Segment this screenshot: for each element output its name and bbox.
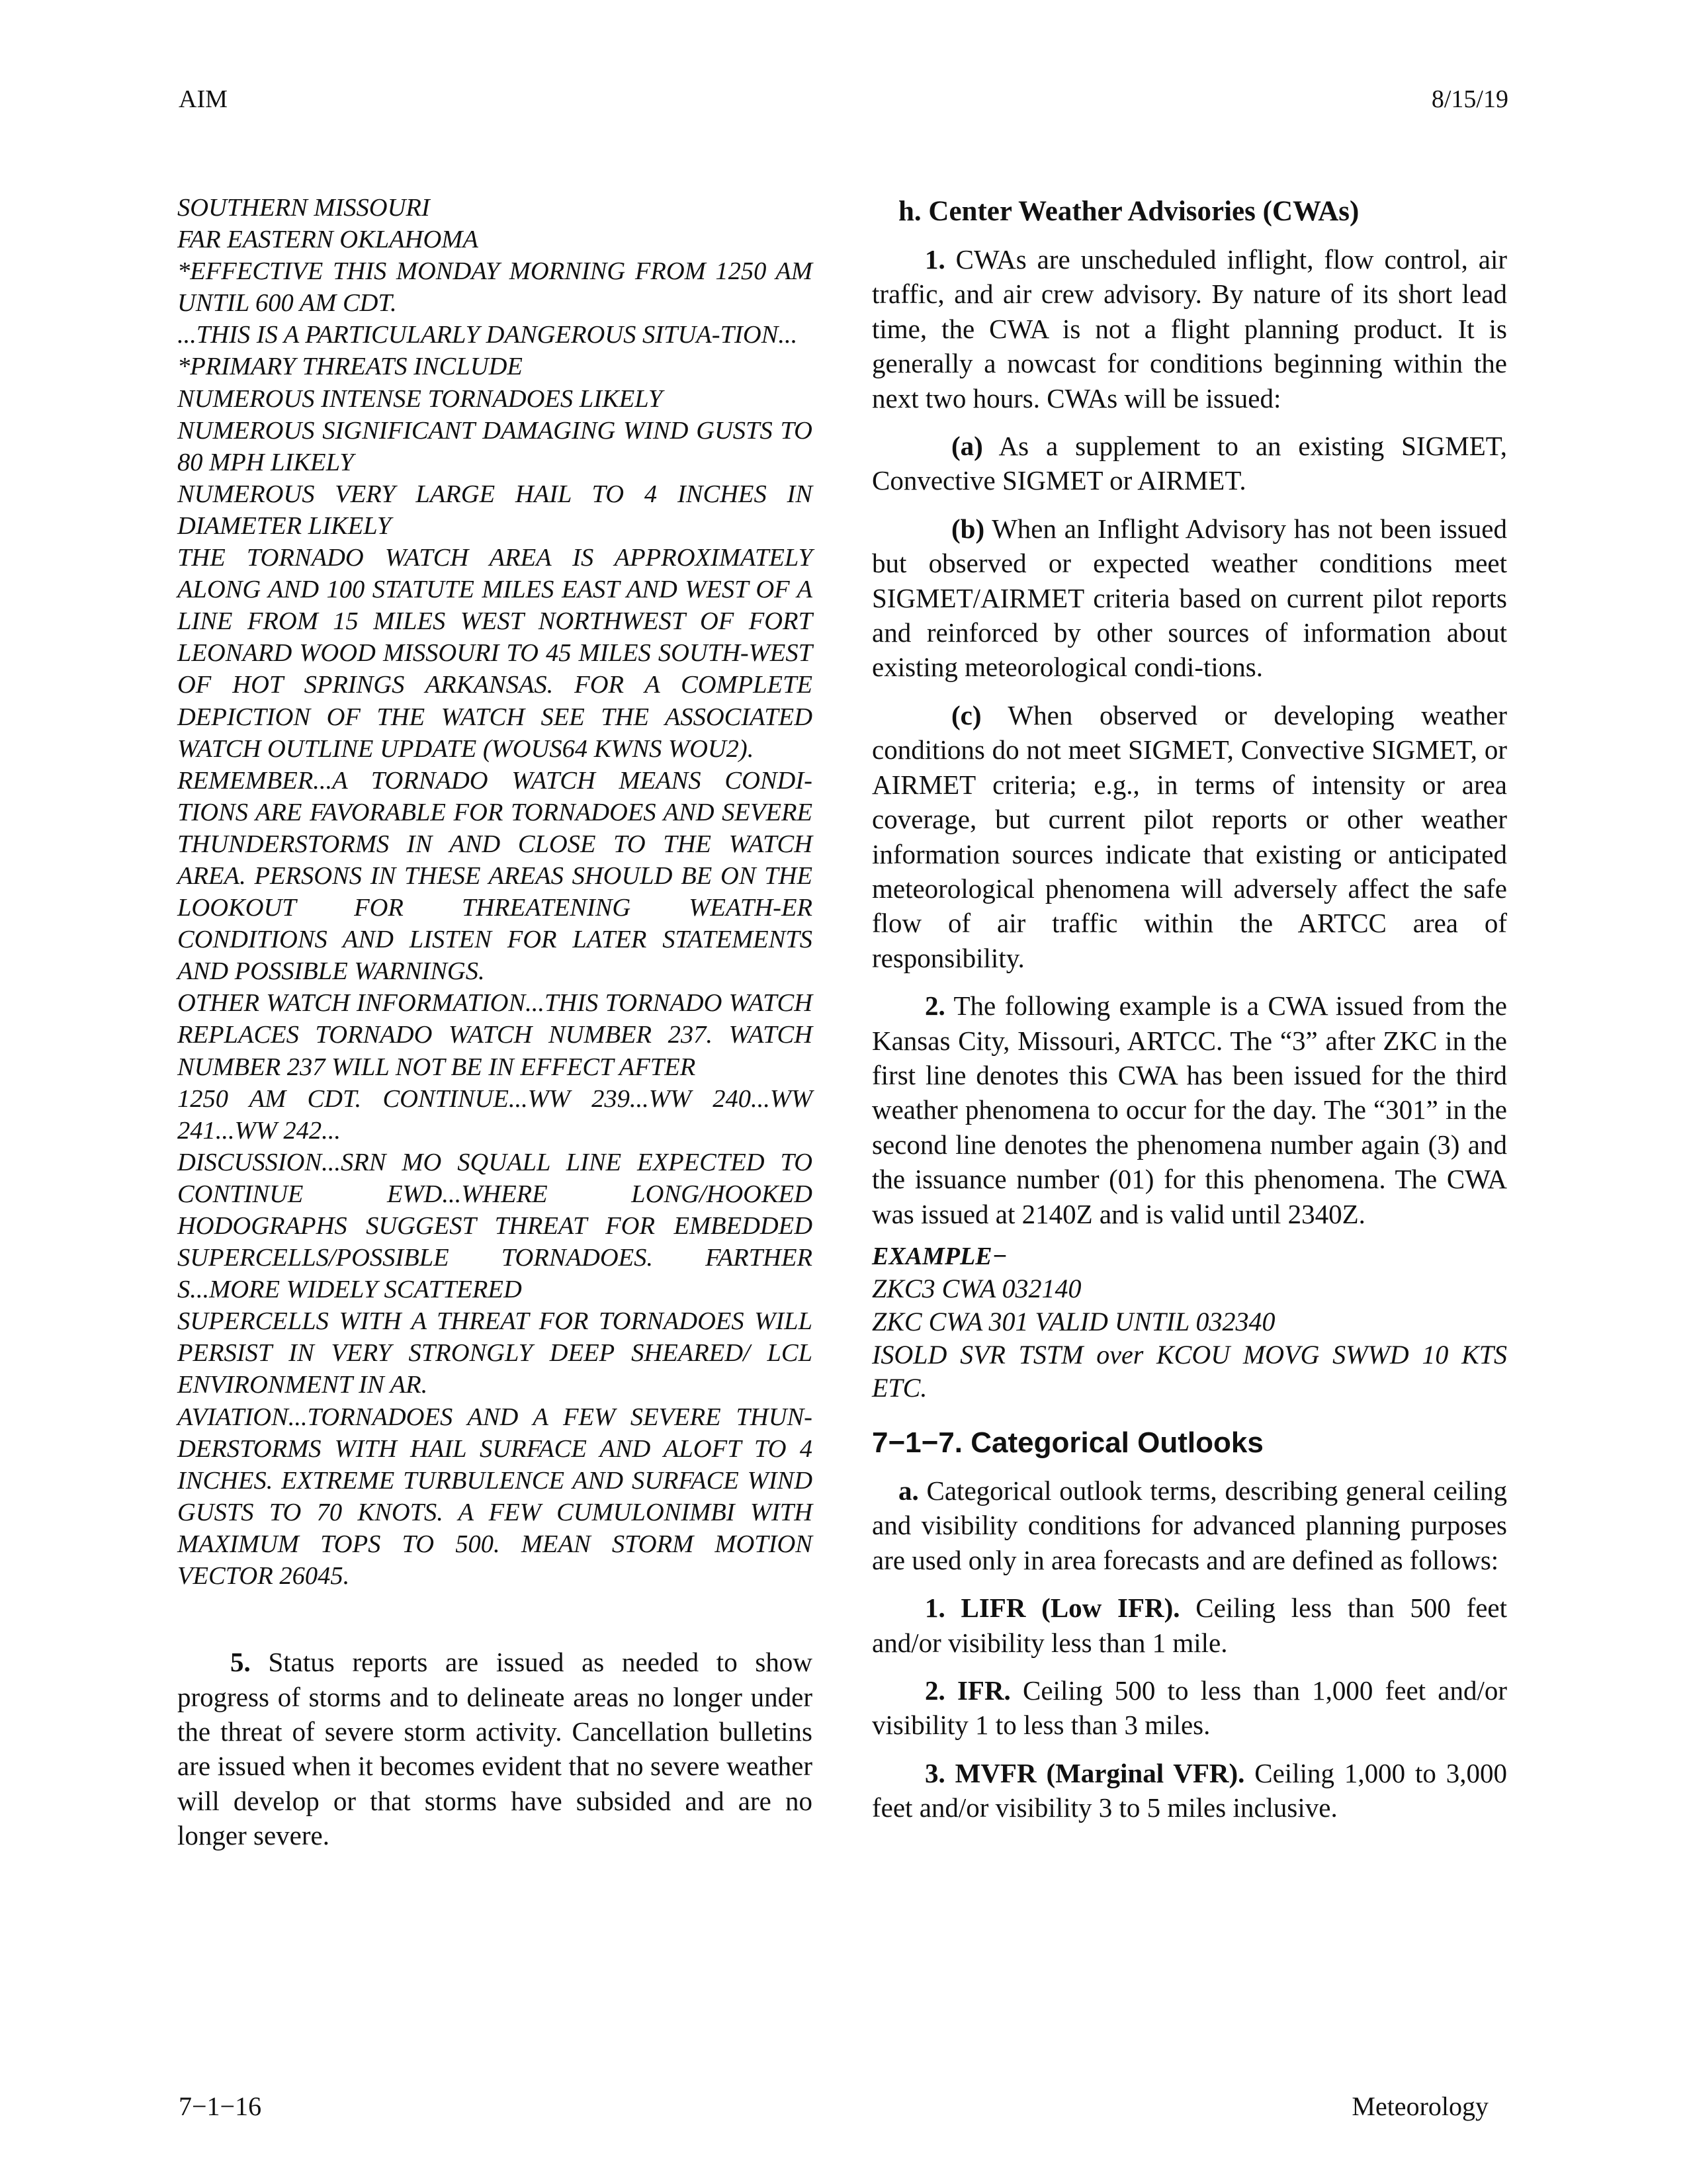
example-line: ZKC3 CWA 032140 — [872, 1273, 1082, 1303]
right-column — [872, 192, 1507, 1825]
example-line: ISOLD SVR TSTM over KCOU MOVG SWWD 10 KTS ETC. — [872, 1339, 1507, 1403]
bulletin-line: SOUTHERN MISSOURI — [177, 194, 430, 222]
bulletin-line: *EFFECTIVE THIS MONDAY MORNING FROM 1250 AM UNTIL 600 AM CDT. — [177, 257, 812, 318]
paragraph-mvfr — [872, 1756, 1507, 1825]
left-column — [177, 192, 812, 1853]
paragraph-categorical-a — [872, 1473, 1507, 1577]
paragraph-number: 3. MVFR (Marginal VFR). — [925, 1757, 1245, 1788]
paragraph-5 — [177, 1645, 812, 1853]
tornado-watch-bulletin — [177, 192, 812, 1592]
bulletin-line: REMEMBER...A TORNADO WATCH MEANS CONDI-TIONS ARE FAVORABLE FOR TORNADOES AND SEVERE THUNDERSTORMS IN AND CLOSE TO THE WATCH AREA. PERSONS IN THESE AREAS SHOULD BE ON THE LOOKOUT FOR THREATENING WEATH-ER CONDITIONS AND LISTEN FOR LATER STATEMENTS AND POSSIBLE WARNINGS. — [177, 766, 812, 986]
bulletin-line: NUMEROUS VERY LARGE HAIL TO 4 INCHES IN DIAMETER LIKELY — [177, 480, 812, 540]
bulletin-line: DISCUSSION...SRN MO SQUALL LINE EXPECTED TO CONTINUE EWD...WHERE LONG/HOOKED HODOGRAPHS SUGGEST THREAT FOR EMBEDDED SUPERCELLS/POSSIBLE TORNADOES. FARTHER S...MORE WIDELY SCATTERED — [177, 1148, 812, 1304]
paragraph-cwa-1 — [872, 242, 1507, 415]
paragraph-text: Ceiling 500 to less than 1,000 feet and/or visibility 1 to less than 3 miles. — [872, 1675, 1507, 1741]
paragraph-number: 1. — [925, 244, 945, 275]
bulletin-line: NUMEROUS INTENSE TORNADOES LIKELY — [177, 384, 663, 413]
bulletin-line: AVIATION...TORNADOES AND A FEW SEVERE THUN-DERSTORMS WITH HAIL SURFACE AND ALOFT TO 4 INCHES. EXTREME TURBULENCE AND SURFACE WIND GUSTS TO 70 KNOTS. A FEW CUMULONIMBI WITH MAXIMUM TOPS TO 500. MEAN STORM MOTION VECTOR 26045. — [177, 1403, 812, 1591]
running-header-date: 8/15/19 — [1431, 85, 1508, 113]
paragraph-number: 2. — [925, 990, 945, 1022]
bulletin-line: *PRIMARY THREATS INCLUDE — [177, 353, 523, 381]
paragraph-lifr — [872, 1591, 1507, 1660]
heading-categorical-outlooks: 7−1−7. Categorical Outlooks — [872, 1426, 1264, 1459]
paragraph-text: When an Inflight Advisory has not been issued but observed or expected weather conditions meet SIGMET/AIRMET criteria based on current pilot reports and reinforced by other sources of information about existing meteorological condi-tions. — [872, 513, 1507, 683]
bulletin-line: OTHER WATCH INFORMATION...THIS TORNADO WATCH REPLACES TORNADO WATCH NUMBER 237. WATCH NUMBER 237 WILL NOT BE IN EFFECT AFTER — [177, 989, 812, 1081]
running-footer-chapter: Meteorology — [1352, 2091, 1489, 2121]
paragraph-number: (a) — [951, 431, 983, 462]
running-header-left: AIM — [179, 85, 228, 113]
paragraph-text: As a supplement to an existing SIGMET, Convective SIGMET or AIRMET. — [872, 431, 1507, 496]
paragraph-cwa-b — [872, 511, 1507, 685]
paragraph-number: 1. LIFR (Low IFR). — [925, 1593, 1180, 1624]
paragraph-text: Status reports are issued as needed to show progress of storms and to delineate areas no longer under the threat of severe storm activity. Cancellation bulletins are issued when it becomes evident that no severe weather will develop or that storms have subsided and are no longer severe. — [177, 1647, 812, 1851]
page-number: 7−1−16 — [179, 2091, 262, 2121]
paragraph-cwa-c — [872, 698, 1507, 975]
paragraph-ifr — [872, 1673, 1507, 1743]
paragraph-text: Ceiling less than 500 feet and/or visibility less than 1 mile. — [872, 1593, 1508, 1658]
paragraph-cwa-a — [872, 429, 1507, 498]
paragraph-text: CWAs are unscheduled inflight, flow control, air traffic, and air crew advisory. By nature of its short lead time, the CWA is not a flight planning product. It is generally a nowcast for conditions beginning within the next two hours. CWAs will be issued: — [872, 244, 1507, 414]
bulletin-line: ...THIS IS A PARTICULARLY DANGEROUS SITUA-TION... — [177, 321, 798, 349]
bulletin-line: THE TORNADO WATCH AREA IS APPROXIMATELY ALONG AND 100 STATUTE MILES EAST AND WEST OF A LINE FROM 15 MILES WEST NORTHWEST OF FORT LEONARD WOOD MISSOURI TO 45 MILES SOUTH-WEST OF HOT SPRINGS ARKANSAS. FOR A COMPLETE DEPICTION OF THE WATCH SEE THE ASSOCIATED WATCH OUTLINE UPDATE (WOUS64 KWNS WOU2). — [177, 544, 812, 763]
bulletin-line: FAR EASTERN OKLAHOMA — [177, 226, 478, 254]
paragraph-number: 5. — [230, 1647, 251, 1678]
bulletin-line: NUMEROUS SIGNIFICANT DAMAGING WIND GUSTS TO 80 MPH LIKELY — [177, 416, 812, 476]
paragraph-number: a. — [898, 1475, 919, 1506]
heading-center-weather-advisories: h. Center Weather Advisories (CWAs) — [898, 196, 1360, 227]
paragraph-number: (b) — [951, 513, 985, 544]
paragraph-number: (c) — [951, 699, 982, 730]
paragraph-text: The following example is a CWA issued from the Kansas City, Missouri, ARTCC. The “3” after ZKC in the first line denotes this CWA has been issued for the third weather phenomena to occur for the day. The “301” in the second line denotes the phenomena number again (3) and the issuance number (01) for this phenomena. The CWA was issued at 2140Z and is valid until 2340Z. — [872, 990, 1507, 1229]
bulletin-line: 1250 AM CDT. CONTINUE...WW 239...WW 240...WW 241...WW 242... — [177, 1084, 812, 1145]
paragraph-text: Categorical outlook terms, describing general ceiling and visibility conditions for advanced planning purposes are used only in area forecasts and are defined as follows: — [872, 1475, 1507, 1575]
bulletin-line: SUPERCELLS WITH A THREAT FOR TORNADOES WILL PERSIST IN VERY STRONGLY DEEP SHEARED/ LCL ENVIRONMENT IN AR. — [177, 1307, 812, 1399]
example-line: ZKC CWA 301 VALID UNTIL 032340 — [872, 1306, 1276, 1336]
paragraph-number: 2. IFR. — [925, 1675, 1011, 1706]
paragraph-cwa-2 — [872, 988, 1507, 1231]
paragraph-text: When observed or developing weather conditions do not meet SIGMET, Convective SIGMET, or AIRMET criteria; e.g., in terms of intensity or area coverage, but current pilot reports or other weather information sources indicate that existing or anticipated meteorological phenomena will adversely affect the safe flow of air traffic within the ARTCC area of responsibility. — [872, 699, 1507, 973]
paragraph-text: Ceiling 1,000 to 3,000 feet and/or visibility 3 to 5 miles inclusive. — [872, 1757, 1507, 1823]
example-label: EXAMPLE− — [872, 1242, 1008, 1270]
